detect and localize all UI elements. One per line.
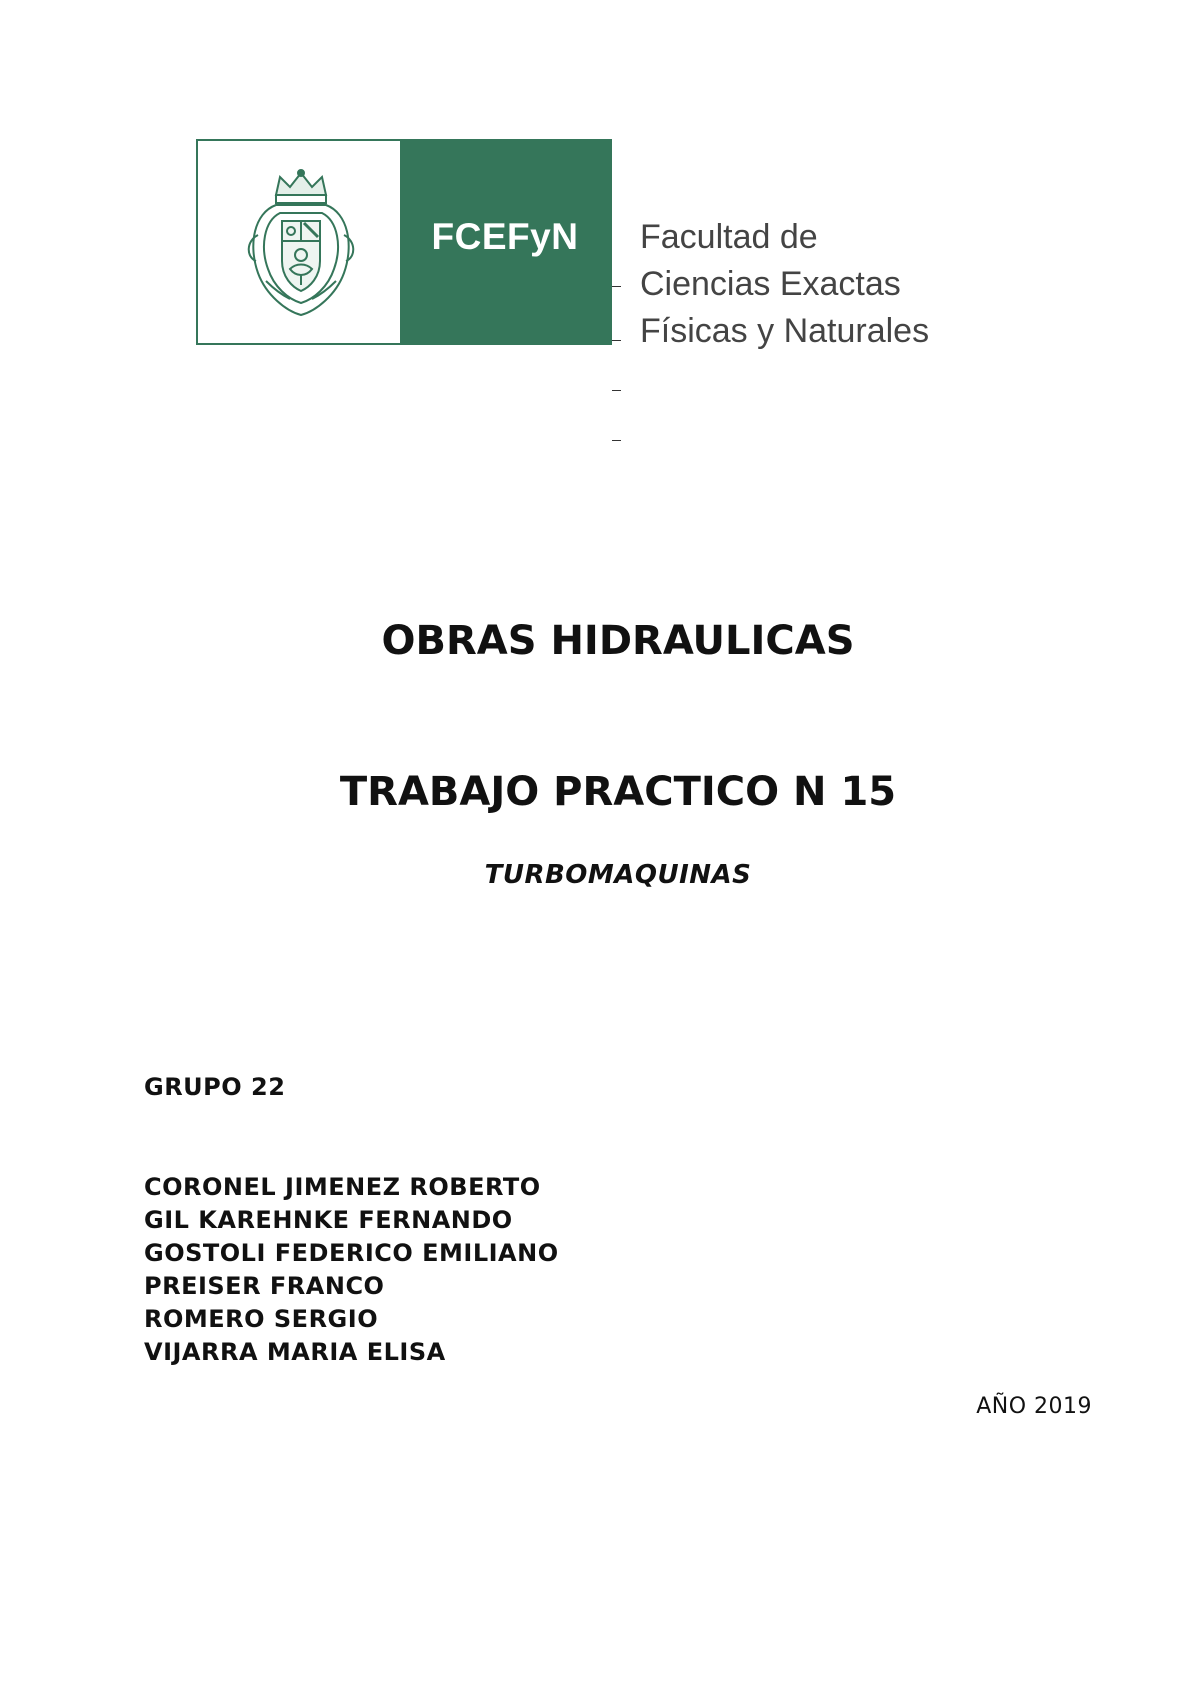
list-dash (612, 286, 621, 287)
year-label: AÑO 2019 (976, 1394, 1092, 1419)
group-label: GRUPO 22 (144, 1073, 286, 1101)
member-list (144, 1171, 559, 1369)
faculty-name-line: Físicas y Naturales (640, 312, 930, 350)
university-seal-icon (246, 165, 356, 321)
logo-green-panel (400, 141, 610, 343)
list-item: GOSTOLI FEDERICO EMILIANO (144, 1239, 559, 1267)
faculty-logo (196, 139, 612, 345)
faculty-name-line: Facultad de (640, 218, 818, 256)
list-item: GIL KAREHNKE FERNANDO (144, 1206, 513, 1234)
course-title: OBRAS HIDRAULICAS (381, 618, 855, 664)
list-dash (612, 390, 621, 391)
list-dash (612, 440, 621, 441)
topic-subtitle: TURBOMAQUINAS (484, 860, 752, 890)
list-dash (612, 340, 621, 341)
list-item: CORONEL JIMENEZ ROBERTO (144, 1173, 541, 1201)
faculty-name (640, 214, 929, 355)
list-item: PREISER FRANCO (144, 1272, 385, 1300)
logo-acronym: FCEFyN (431, 216, 579, 257)
faculty-name-line: Ciencias Exactas (640, 265, 901, 303)
list-item: ROMERO SERGIO (144, 1305, 379, 1333)
list-item: VIJARRA MARIA ELISA (144, 1338, 446, 1366)
practice-title: TRABAJO PRACTICO N 15 (339, 769, 897, 815)
